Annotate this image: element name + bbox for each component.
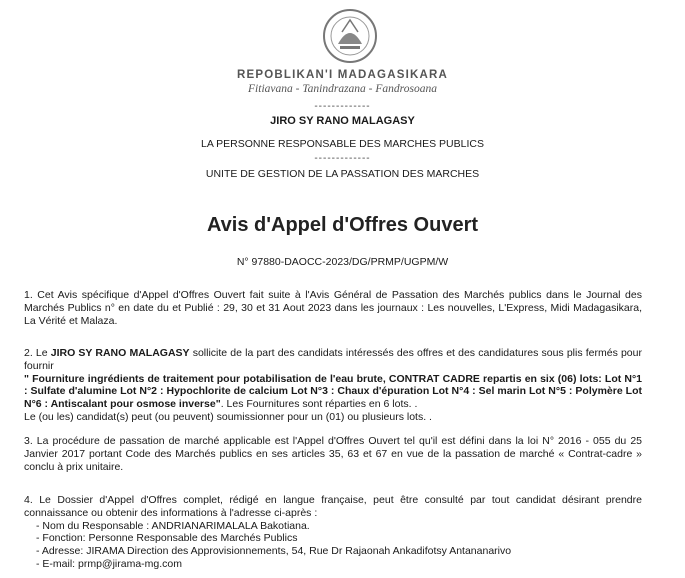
p2-prefix: 2. Le bbox=[24, 347, 51, 359]
document-title: Avis d'Appel d'Offres Ouvert bbox=[206, 214, 479, 236]
p2-lots-note: . Les Fournitures sont réparties en 6 lots. . bbox=[220, 398, 418, 411]
contact-email: - E-mail: prmp@jirama-mg.com bbox=[36, 557, 183, 570]
reference-number: N° 97880-DAOCC-2023/DG/PRMP/UGPM/W bbox=[236, 256, 449, 268]
separator: ------------- bbox=[314, 153, 371, 164]
ugpm-title: UNITE DE GESTION DE LA PASSATION DES MARCHES bbox=[205, 168, 480, 180]
madagascar-seal-icon bbox=[322, 8, 378, 64]
p2-lots-line: Le (ou les) candidat(s) peut (ou peuvent) soumissionner pour un (01) ou plusieurs lots. . bbox=[24, 410, 432, 423]
paragraph-2 bbox=[24, 347, 642, 424]
contact-list bbox=[24, 520, 642, 571]
contact-address: - Adresse: JIRAMA Direction des Approvisionnements, 54, Rue Dr Rajaonah Ankadifotsy Antananarivo bbox=[36, 545, 512, 558]
paragraph-3: 3. La procédure de passation de marché applicable est l'Appel d'Offres Ouvert tel qu'il est défini dans la loi N° 2016 - 055 du 25 Janvier 2017 portant Code des Marchés publics en ses articles 35, 63 et 67 en vue de la passation de marché « Contrat-cadre » conclu à prix unitaire. bbox=[24, 435, 642, 473]
p2-supply-description: " Fourniture ingrédients de traitement pour potabilisation de l'eau brute, CONTRAT CADRE repartis en six (06) lots: Lot N°1 : Sulfate d'alumine Lot N°2 : Hypochlorite de calcium Lot N°3 : Chaux d'épuration Lot N°4 : Sel marin Lot N°5 : Polymère Lot N°6 : Antiscalant pour osmose inverse". Les Fournitures sont réparties en 6 lots. . bbox=[24, 372, 642, 411]
contact-name: - Nom du Responsable : ANDRIANARIMALALA Bakotiana. bbox=[36, 519, 310, 532]
separator: ------------- bbox=[314, 101, 371, 112]
p2-intro: sollicite de la part des candidats intéressés des offres et des candidatures sous plis fermés pour fournir bbox=[24, 347, 642, 372]
organization-name: JIRO SY RANO MALAGASY bbox=[270, 115, 415, 127]
contact-function: - Fonction: Personne Responsable des Marchés Publics bbox=[36, 532, 298, 545]
p4-intro: 4. Le Dossier d'Appel d'Offres complet, rédigé en langue française, peut être consulté par tout candidat désirant prendre connaissance ou obtenir des informations à l'adresse ci-après : bbox=[24, 494, 642, 519]
prmp-title: LA PERSONNE RESPONSABLE DES MARCHES PUBLICS bbox=[200, 138, 484, 150]
national-motto: Fitiavana - Tanindrazana - Fandrosoana bbox=[248, 83, 437, 95]
paragraph-1: 1. Cet Avis spécifique d'Appel d'Offres Ouvert fait suite à l'Avis Général de Passation des Marchés publics dans le Journal des Marchés Publics n° en date du et Publié : 29, 30 et 31 Aout 2023 dans les journaux : Les nouvelles, L'Express, Midi Madagasikara, La Vérité et Malaza. bbox=[24, 289, 642, 327]
p2-entity: JIRO SY RANO MALAGASY bbox=[50, 347, 190, 359]
republic-name: REPOBLIKAN'I MADAGASIKARA bbox=[237, 69, 448, 81]
paragraph-4 bbox=[24, 494, 642, 571]
